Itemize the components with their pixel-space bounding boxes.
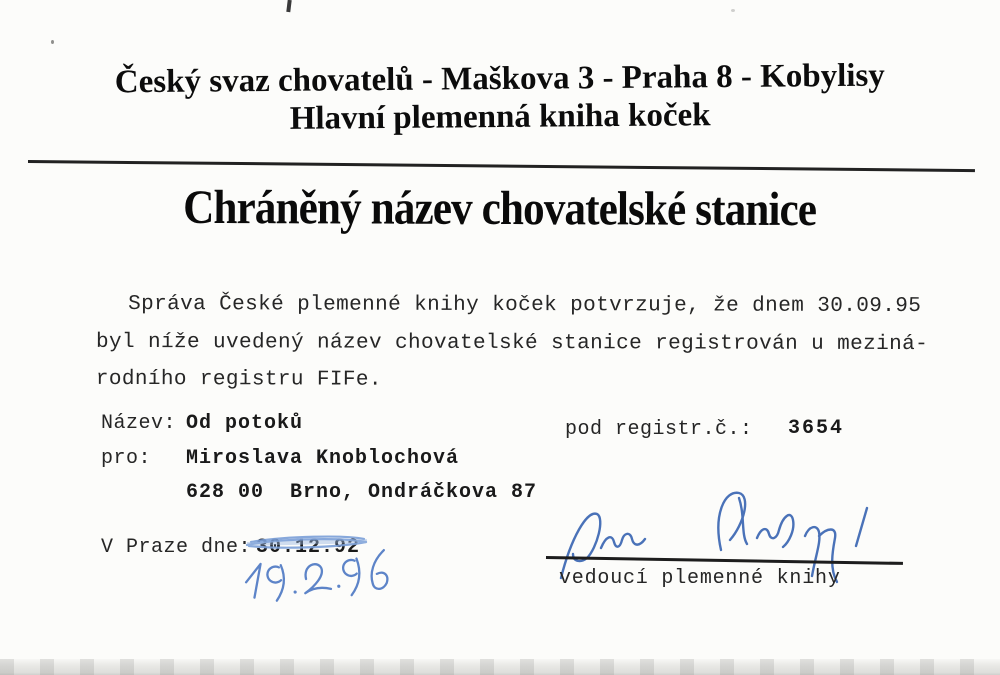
registration-value: 3654 <box>788 417 845 440</box>
paragraph-line: rodního registru FIFe. <box>95 367 382 392</box>
name-label: Název: <box>101 412 177 435</box>
owner-address: 628 00 Brno, Ondráčkova 87 <box>186 481 538 504</box>
paragraph-line: byl níže uvedený název chovatelské stanice registrován u meziná- <box>95 330 929 356</box>
scan-artifact-tick <box>286 0 291 12</box>
place-date-label: V Praze dne: <box>101 536 252 559</box>
letterhead-line2: Hlavní plemenná kniha koček <box>289 97 711 137</box>
owner-value: Miroslava Knoblochová <box>186 447 460 470</box>
signature-caption: vedoucí plemenné knihy <box>559 567 841 590</box>
handwritten-date-text <box>0 23 1 24</box>
header-divider-rule <box>28 160 975 172</box>
letterhead <box>0 56 1000 141</box>
name-value: Od potoků <box>186 412 304 435</box>
document-title: Chráněný název chovatelské stanice <box>183 180 817 237</box>
scan-artifact-speck <box>51 40 54 44</box>
letterhead-line1: Český svaz chovatelů - Maškova 3 - Praha 8 - Kobylisy <box>114 57 885 101</box>
owner-label: pro: <box>101 447 152 470</box>
typed-date: 30.12.92 <box>256 536 361 559</box>
scan-edge-band <box>0 659 1000 675</box>
paragraph-line: Správa České plemenné knihy koček potvrzuje, že dnem 30.09.95 <box>128 292 922 319</box>
registration-label: pod registr.č.: <box>565 418 753 441</box>
certification-paragraph <box>95 286 929 401</box>
scan-artifact-speck <box>731 9 735 12</box>
